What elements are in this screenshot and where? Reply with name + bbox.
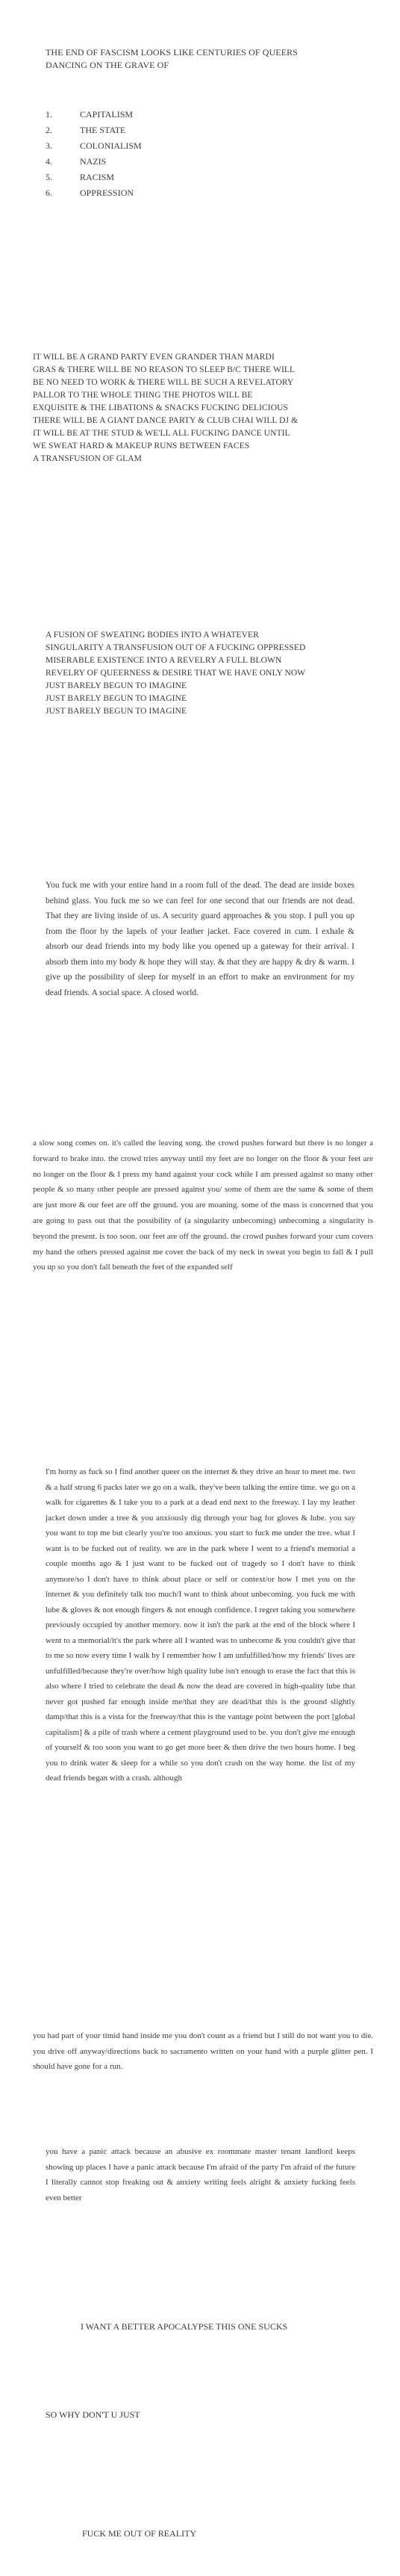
party-manifesto — [33, 351, 391, 465]
out-of-reality-line: FUCK ME OUT OF REALITY — [82, 2528, 197, 2539]
fusion-line: MISERABLE EXISTENCE INTO A REVELRY A FULL BLOWN — [46, 656, 282, 665]
fusion-line: JUST BARELY BEGUN TO IMAGINE — [46, 694, 187, 703]
manifesto-line: PALLOR TO THE WHOLE THING THE PHOTOS WILL BE — [33, 391, 253, 400]
oppression-list — [46, 107, 269, 201]
room-of-the-dead-paragraph: You fuck me with your entire hand in a room full of the dead. The dead are inside boxes behind glass. You fuck me so we can feel for one second that our friends are not dead. That they are living inside of us. A security guard approaches & you stop. I pull you up from the floor by the lapels of your leather jacket. Face covered in cum. I exhale & absorb our dead friends into my body like you opened up a gateway for their arrival. I absorb them into my body & hope they will stay. & that they are happy & dry & warm. I give up the possibility of sleep for myself in an effort to make an environment for my dead friends. A social space. A closed world. — [46, 881, 354, 997]
timid-hand-paragraph: you had part of your timid hand inside me you don't count as a friend but I still do not want you to die. you drive off anyway/directions back to sacramento written on your hand with a purple glitter pen. I should have gone for a run. — [33, 2031, 373, 2071]
manifesto-line: THERE WILL BE A GIANT DANCE PARTY & CLUB CHAI WILL DJ & — [33, 416, 299, 425]
list-item: 2. THE STATE — [46, 125, 126, 135]
fusion-line: SINGULARITY A TRANSFUSION OUT OF A FUCKING OPPRESSED — [46, 643, 306, 652]
manifesto-line: EXQUISITE & THE LIBATIONS & SNACKS FUCKING DELICIOUS — [33, 403, 289, 412]
list-item: 3. COLONIALISM — [46, 140, 142, 151]
manifesto-line: IT WILL BE A GRAND PARTY EVEN GRANDER THAN MARDI — [33, 353, 275, 362]
fusion-line: JUST BARELY BEGUN TO IMAGINE — [46, 681, 187, 690]
fusion-line: A FUSION OF SWEATING BODIES INTO A WHATEVER — [46, 631, 259, 640]
manifesto-line: IT WILL BE AT THE STUD & WE'LL ALL FUCKING DANCE UNTIL — [33, 429, 290, 438]
why-dont-you-line: SO WHY DON'T U JUST — [46, 2409, 140, 2420]
heading-line: DANCING ON THE GRAVE OF — [46, 59, 169, 70]
leaving-song-paragraph: a slow song comes on. it's called the leaving song. the crowd pushes forward but there is no longer a forward to brake into. the crowd tries anyway until my feet are no longer on the floor & your feet are no longer on the floor & I press my hand against your cock while I am pressed against so many other people & so many other people are pressed against you/ some of them are the same & some of them are just more & our feet are off the ground. you are moaning. some of the mass is concerned that you are going to pass out that the possibility of (a singularity unbecoming) unbecoming a singularity is beyond the present. is too soon. our feet are off the ground. the crowd pushes forward your cum covers my hand the others pressed against me cover the back of my neck in sweat you begin to fall & I pull you up so you don't fall beneath the feet of the expanded self — [33, 1139, 373, 1272]
heading-block — [46, 46, 359, 71]
fusion-line: REVELRY OF QUEERNESS & DESIRE THAT WE HAVE ONLY NOW — [46, 669, 306, 678]
fusion-block — [46, 629, 359, 718]
manifesto-line: GRAS & THERE WILL BE NO REASON TO SLEEP B/C THERE WILL — [33, 365, 296, 374]
manifesto-line: A TRANSFUSION OF GLAM — [33, 454, 142, 463]
fusion-line: JUST BARELY BEGUN TO IMAGINE — [46, 707, 187, 716]
better-apocalypse-line: I WANT A BETTER APOCALYPSE THIS ONE SUCKS — [81, 2321, 288, 2332]
list-item: 5. RACISM — [46, 172, 115, 182]
heading-line: THE END OF FASCISM LOOKS LIKE CENTURIES OF QUEERS — [46, 47, 299, 58]
list-item: 6. OPPRESSION — [46, 188, 134, 198]
list-item: 1. CAPITALISM — [46, 109, 134, 120]
manifesto-line: BE NO NEED TO WORK & THERE WILL BE SUCH A REVELATORY — [33, 378, 294, 387]
panic-attack-paragraph: you have a panic attack because an abusive ex roommate master tenant landlord keeps showing up places I have a panic attack because I'm afraid of the party I'm afraid of the future I literally cannot stop freaking out & anxiety writing feels alright & anxiety fucking feels even better — [46, 2147, 355, 2202]
park-paragraph: I'm horny as fuck so I find another queer on the internet & they drive an hour to meet me. two & a half strong 6 packs later we go on a walk. they've been talking the entire time. we go on a walk for cigarettes & I take you to a park at a dead end next to the freeway. I lay my leather jacket down under a tree & you anxiously dig through your bag for gloves & lube. you say you want to top me but clearly you're too anxious. you start to fuck me under the tree. what I want is to be fucked out of reality. we are in the park where I went to a friend's memorial a couple months ago & I just want to be fucked out of tragedy so I don't have to think anymore/so I don't have to think about place or self or context/or how I met you on the internet & you definitely talk too much/I want to think about unbecoming. you fuck me with lube & gloves & not enough fingers & not enough confidence. I regret taking you somewhere previously occupied by another memory. now it isn't the park at the end of the block where I went to a memorial/it's the park where all I wanted was to unbecome & you couldn't give that to me so now every time I walk by I remember how I am unfulfilled/how my friends' lives are unfulfilled/because they're over/how high quality lube isn't enough to erase the fact that this is also where I tried to celebrate the dead & now the dead are covered in high-quality lube that never got pushed far enough inside me/that they are dead/that this is the ground slightly damp/that this is a vista for the freeway/that this is the vantage point between the port [global capitalism] & a pile of trash where a cement playground used to be. you don't give me enough of yourself & too soon you want to go get more beer & then drive the two hours home. I beg you to drink water & sleep for a while so you don't crash on the way home. the list of my dead friends began with a crash. although — [46, 1467, 355, 1783]
list-item: 4. NAZIS — [46, 156, 107, 167]
manifesto-line: WE SWEAT HARD & MAKEUP RUNS BETWEEN FACES — [33, 442, 250, 451]
